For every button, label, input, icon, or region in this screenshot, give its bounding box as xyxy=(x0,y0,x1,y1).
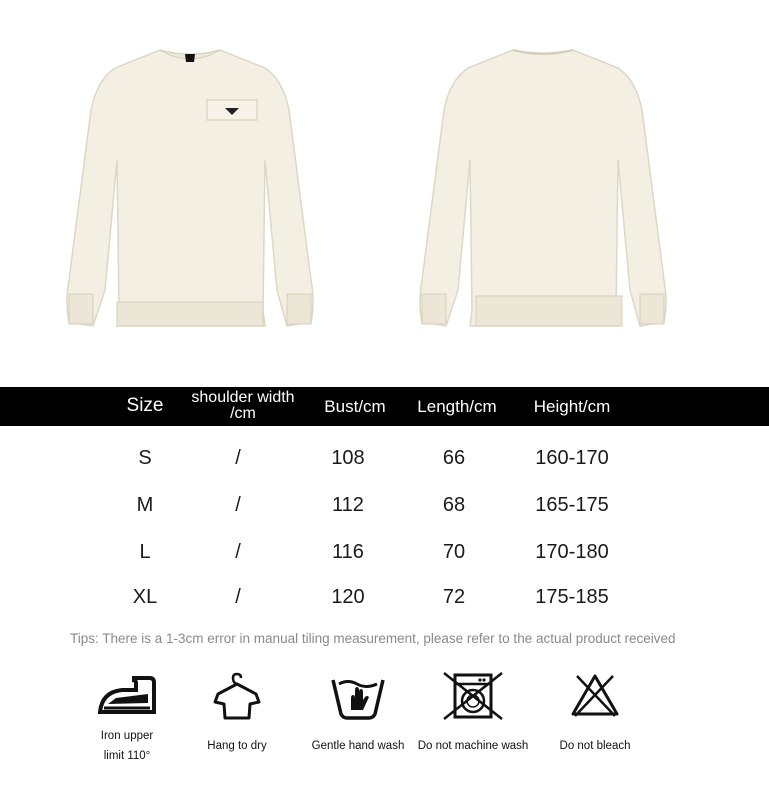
care-item-iron xyxy=(67,670,187,766)
care-label: Hang to dry xyxy=(207,740,267,752)
sweatshirt-front-image xyxy=(65,40,315,340)
size-table-header xyxy=(0,387,769,426)
cell-shoulder: / xyxy=(235,447,241,469)
header-bust: Bust/cm xyxy=(324,397,386,416)
iron-icon xyxy=(96,670,158,720)
care-item-hand-wash xyxy=(298,670,418,756)
care-label-line2: limit 110° xyxy=(103,750,151,762)
cell-length: 66 xyxy=(442,447,466,469)
product-photos xyxy=(0,0,769,380)
header-size: Size xyxy=(126,395,164,416)
cell-height: 175-185 xyxy=(535,586,609,608)
cell-bust: 108 xyxy=(331,447,365,469)
table-row xyxy=(0,586,769,616)
cell-size: S xyxy=(138,447,152,469)
hang-dry-icon xyxy=(212,670,262,722)
cell-length: 72 xyxy=(442,586,466,608)
cell-height: 160-170 xyxy=(535,447,609,469)
table-row xyxy=(0,494,769,524)
sweatshirt-back-image xyxy=(418,40,668,340)
care-label-line1: Iron upper xyxy=(100,730,154,742)
cell-height: 170-180 xyxy=(535,541,609,563)
care-item-no-bleach xyxy=(535,670,655,756)
header-shoulder-line2: /cm xyxy=(230,405,256,422)
header-shoulder-width xyxy=(180,390,306,422)
table-row xyxy=(0,541,769,571)
care-label: Gentle hand wash xyxy=(311,740,405,752)
cell-bust: 120 xyxy=(331,586,365,608)
care-label: Do not bleach xyxy=(559,740,631,752)
no-bleach-icon xyxy=(569,670,621,720)
header-shoulder-line1: shoulder width xyxy=(191,389,295,406)
care-label xyxy=(67,726,187,766)
cell-length: 68 xyxy=(442,494,466,516)
no-machine-wash-icon xyxy=(440,670,506,722)
header-length: Length/cm xyxy=(417,397,497,416)
table-row xyxy=(0,447,769,477)
cell-bust: 116 xyxy=(332,541,364,563)
care-label: Do not machine wash xyxy=(417,740,529,752)
cell-shoulder: / xyxy=(235,541,241,563)
cell-shoulder: / xyxy=(235,494,241,516)
measurement-tip: Tips: There is a 1-3cm error in manual tiling measurement, please refer to the actual product received xyxy=(70,631,676,646)
cell-shoulder: / xyxy=(235,586,241,608)
cell-size: L xyxy=(139,541,151,563)
care-item-hang-dry xyxy=(177,670,297,756)
hand-wash-icon xyxy=(329,670,387,722)
cell-size: XL xyxy=(132,586,158,608)
cell-length: 70 xyxy=(442,541,466,563)
cell-height: 165-175 xyxy=(535,494,609,516)
care-item-no-machine-wash xyxy=(413,670,533,756)
header-height: Height/cm xyxy=(533,397,611,416)
cell-bust: 112 xyxy=(332,494,364,516)
cell-size: M xyxy=(136,494,154,516)
